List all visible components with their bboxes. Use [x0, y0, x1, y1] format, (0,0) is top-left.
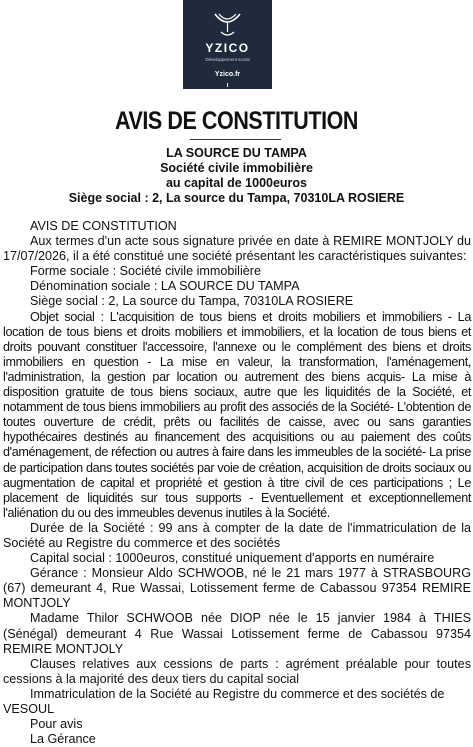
company-name: LA SOURCE DU TAMPA [166, 146, 307, 160]
logo-divider [227, 83, 228, 87]
logo-site-link[interactable]: Yzico.fr [214, 71, 241, 78]
logo-tagline: Développement social [205, 57, 250, 62]
company-capital: au capital de 1000euros [165, 176, 308, 190]
immatriculation: Immatriculation de la Société au Registre du commerce et des sociétés de VESOUL [3, 686, 445, 716]
gerante-2: Madame Thilor SCHWOOB née DIOP née le 15 janvier 1984 à THIES (Sénégal) demeurant 4 Rue Wassai Lotissement ferme de Cabassou 97354 REMIRE MONTJOLY [3, 611, 471, 656]
yzico-logo [183, 0, 272, 89]
intro-paragraph: Aux termes d'un acte sous signature privée en date à REMIRE MONTJOLY du 17/07/2026, il a été constitué une société présentant les caractéristiques suivantes: [3, 234, 471, 264]
notice-body [3, 219, 471, 747]
siege-social: Siège social : 2, La source du Tampa, 70310LA ROSIERE [30, 294, 354, 309]
body-heading: AVIS DE CONSTITUTION [30, 219, 177, 233]
notice-title: AVIS DE CONSTITUTION [114, 107, 359, 135]
company-header [0, 146, 473, 206]
leaf-emblem-icon [211, 8, 244, 40]
pour-avis: Pour avis [30, 717, 83, 732]
title-underline [190, 139, 281, 140]
denomination-sociale: Dénomination sociale : LA SOURCE DU TAMPA [30, 279, 300, 294]
company-head-office: Siège social : 2, La source du Tampa, 70310LA ROSIERE [68, 191, 405, 205]
signature: La Gérance [30, 732, 96, 747]
objet-social: Objet social : L'acquisition de tous biens et droits mobiliers et immobiliers - La location de tous biens et droits mobiliers et immobiliers, et la location de tous biens et droits pouvant constituer l'accessoire, l'annexe ou le complément des biens et droits immobiliers en question - La mise en valeur, la transformation, l'aménagement, l'administration, la gestion par location ou autrement des biens acquis- La mise à disposition gratuite de tous biens sociaux, autre que les liquidités de la Société, et notamment de tous biens immobiliers au profit des associés de la Société- L'obtention de toutes ouverture de crédit, prêts ou facilités de caisse, avec ou sans garanties hypothécaires destinés au financement des acquisitions ou au paiement des coûts d'aménagement, de réfection ou autres à faire dans les immeubles de la société- La prise de participation dans toutes sociétés par voie de création, acquisition de droits sociaux ou augmentation de capital et propriété et gestion à titre civil de ces participations ; Le placement de liquidités sur tous supports - Eventuellement et exceptionnellement l'aliénation du ou des immeubles devenus inutiles à la Société. [3, 309, 471, 520]
logo-brand: YZICO [205, 41, 250, 55]
forme-sociale: Forme sociale : Société civile immobilière [30, 264, 261, 279]
capital-social: Capital social : 1000euros, constitué uniquement d'apports en numéraire [30, 551, 435, 566]
clauses-cessions: Clauses relatives aux cessions de parts : agrément préalable pour toutes cessions à la majorité des deux tiers du capital social [3, 656, 471, 686]
company-type: Société civile immobilière [160, 161, 313, 175]
gerance: Gérance : Monsieur Aldo SCHWOOB, né le 21 mars 1977 à STRASBOURG (67) demeurant 4, Rue Wassai, Lotissement ferme de Cabassou 97354 REMIRE MONTJOLY [3, 566, 471, 611]
duree-societe: Durée de la Société : 99 ans à compter de la date de l'immatriculation de la Société au Registre du commerce et des sociétés [3, 520, 471, 550]
